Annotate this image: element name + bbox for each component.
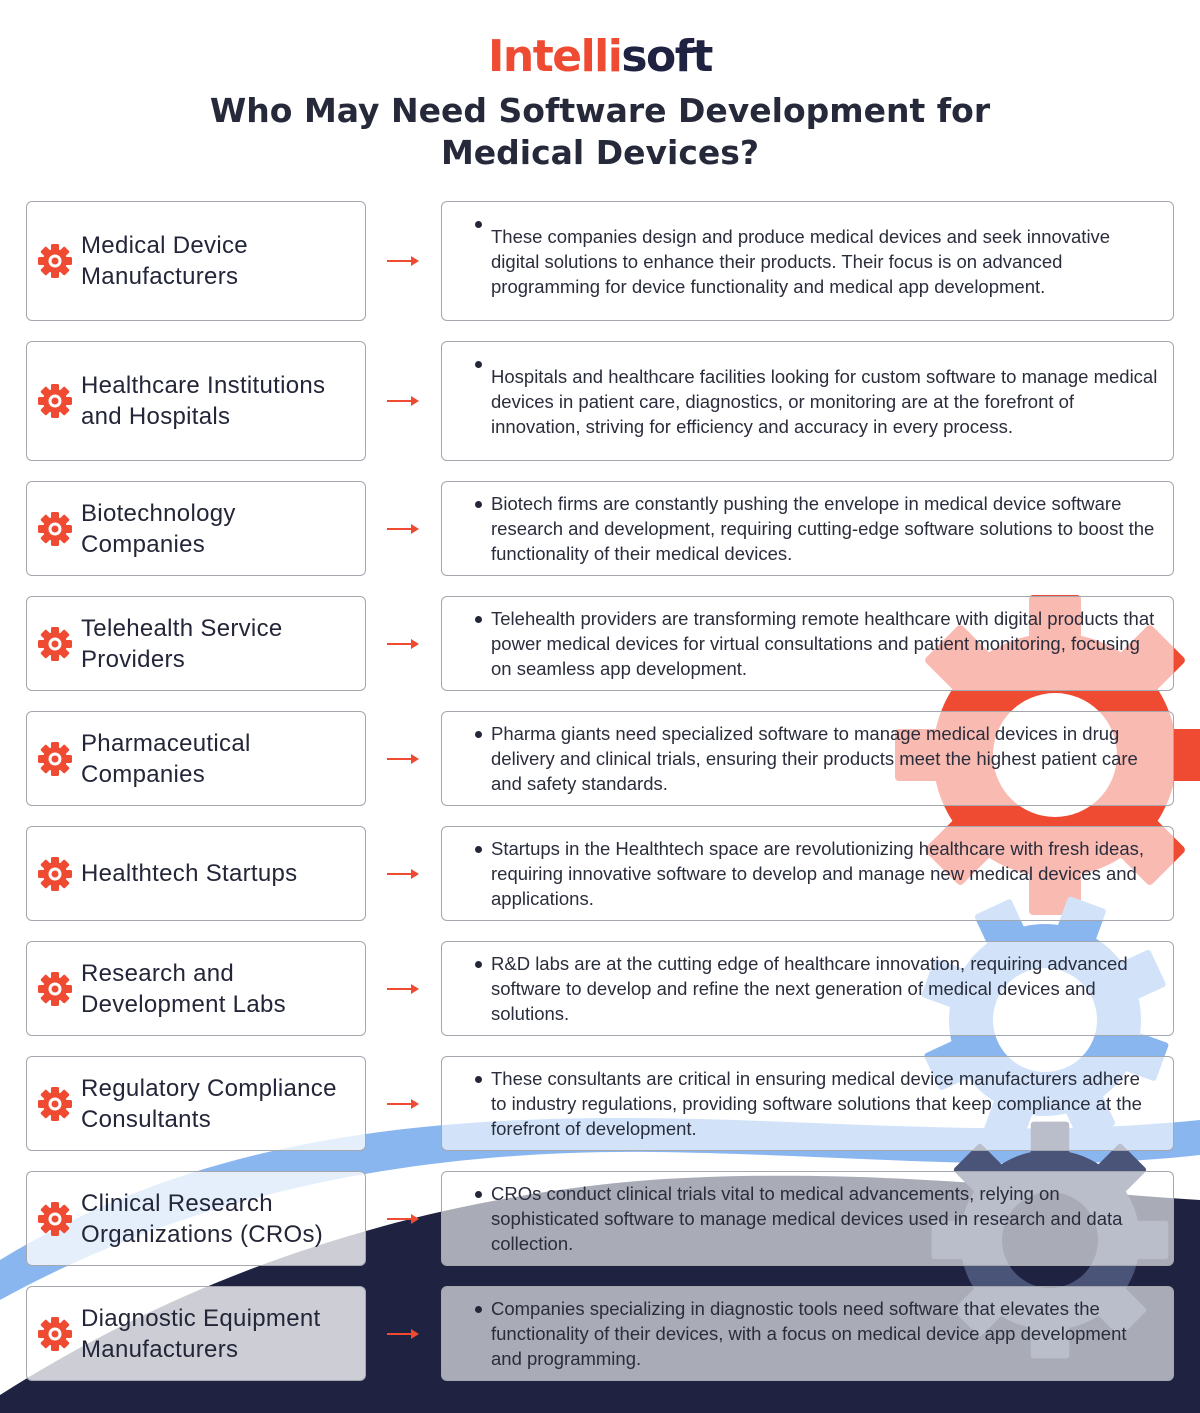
gear-icon: [37, 1316, 73, 1352]
audience-card: [26, 596, 366, 691]
arrow-right-icon: [386, 1327, 420, 1341]
bullet-icon: [475, 616, 482, 623]
description-card: [441, 941, 1174, 1036]
audience-row: [0, 201, 1200, 321]
description-card: [441, 711, 1174, 806]
audience-description: Telehealth providers are transforming remote healthcare with digital products that power medical devices for virtual consultations and patient monitoring, focusing on seamless app development.: [491, 608, 1155, 679]
bullet-icon: [475, 501, 482, 508]
arrow-right-icon: [386, 752, 420, 766]
bullet-icon: [475, 1306, 482, 1313]
audience-row: [0, 941, 1200, 1036]
gear-icon: [37, 971, 73, 1007]
audience-description: Companies specializing in diagnostic tools need software that elevates the functionality of their devices, with a focus on medical device app development and programming.: [491, 1298, 1127, 1369]
description-card: [441, 826, 1174, 921]
audience-description: Biotech firms are constantly pushing the envelope in medical device software research and development, requiring cutting-edge software solutions to boost the functionality of their medical devices.: [491, 493, 1155, 564]
audience-card: [26, 711, 366, 806]
bullet-icon: [475, 961, 482, 968]
page-title: Who May Need Software Development for Medical Devices?: [209, 91, 991, 172]
audience-card: [26, 1286, 366, 1381]
audience-row: [0, 341, 1200, 461]
audience-name: Healthcare Institutions and Hospitals: [81, 372, 326, 430]
arrow-right-icon: [386, 1097, 420, 1111]
arrow-right-icon: [386, 1212, 420, 1226]
audience-name: Regulatory Compliance Consultants: [81, 1074, 337, 1133]
gear-icon: [37, 856, 73, 892]
gear-icon: [37, 1201, 73, 1237]
arrow-right-icon: [386, 394, 420, 408]
description-card: [441, 1286, 1174, 1381]
audience-name: Medical Device Manufacturers: [81, 232, 248, 290]
description-card: [441, 341, 1174, 461]
audience-card: [26, 341, 366, 461]
audience-description: Startups in the Healthtech space are revolutionizing healthcare with fresh ideas, requiring innovative software to develop and manage new medical devices and applications.: [491, 838, 1145, 909]
audience-description: These consultants are critical in ensuring medical device manufacturers adhere to industry regulations, providing software solutions that keep compliance at the forefront of development.: [491, 1068, 1142, 1139]
arrow-right-icon: [386, 637, 420, 651]
gear-icon: [37, 511, 73, 547]
audience-card: [26, 1171, 366, 1266]
gear-icon: [37, 243, 73, 279]
audience-name: Research and Development Labs: [81, 959, 286, 1018]
description-card: [441, 1056, 1174, 1151]
audience-description: CROs conduct clinical trials vital to medical advancements, relying on sophisticated software to manage medical devices used in research and data collection.: [491, 1183, 1123, 1254]
audience-name: Pharmaceutical Companies: [81, 729, 251, 788]
audience-card: [26, 201, 366, 321]
audience-name: Healthtech Startups: [81, 860, 298, 887]
gear-icon: [37, 741, 73, 777]
bullet-icon: [475, 1076, 482, 1083]
logo-accent-text: Intelli: [488, 31, 622, 82]
audience-row: [0, 1056, 1200, 1151]
audience-card: [26, 826, 366, 921]
description-card: [441, 201, 1174, 321]
audience-name: Clinical Research Organizations (CROs): [81, 1189, 324, 1248]
audience-name: Biotechnology Companies: [81, 499, 236, 558]
arrow-right-icon: [386, 982, 420, 996]
audience-description: Hospitals and healthcare facilities looking for custom software to manage medical devices in patient care, diagnostics, or monitoring are at the forefront of innovation, striving for efficiency and accuracy in every process.: [491, 365, 1158, 437]
audience-name: Telehealth Service Providers: [81, 614, 283, 673]
arrow-right-icon: [386, 867, 420, 881]
brand-logo: [0, 32, 1200, 82]
gear-icon: [37, 383, 73, 419]
bullet-icon: [475, 731, 482, 738]
audience-description: R&D labs are at the cutting edge of healthcare innovation, requiring advanced software to develop and refine the next generation of medical devices and solutions.: [491, 953, 1128, 1024]
audience-card: [26, 1056, 366, 1151]
audience-card: [26, 941, 366, 1036]
audience-row: [0, 1286, 1200, 1381]
arrow-right-icon: [386, 254, 420, 268]
audience-description: Pharma giants need specialized software to manage medical devices in drug delivery and clinical trials, ensuring their products meet the highest patient care and safety standards.: [491, 723, 1138, 794]
audience-row: [0, 826, 1200, 921]
audience-description: These companies design and produce medical devices and seek innovative digital solutions to enhance their products. Their focus is on advanced programming for device functionality and medical app development.: [491, 225, 1111, 297]
audience-row: [0, 711, 1200, 806]
logo-rest-text: soft: [621, 31, 712, 82]
audience-name: Diagnostic Equipment Manufacturers: [81, 1304, 321, 1363]
bullet-icon: [475, 221, 482, 228]
audience-row: [0, 1171, 1200, 1266]
bullet-icon: [475, 361, 482, 368]
description-card: [441, 596, 1174, 691]
gear-icon: [37, 1086, 73, 1122]
arrow-right-icon: [386, 522, 420, 536]
bullet-icon: [475, 846, 482, 853]
audience-row: [0, 596, 1200, 691]
gear-icon: [37, 626, 73, 662]
audience-card: [26, 481, 366, 576]
description-card: [441, 481, 1174, 576]
audience-row: [0, 481, 1200, 576]
bullet-icon: [475, 1191, 482, 1198]
description-card: [441, 1171, 1174, 1266]
